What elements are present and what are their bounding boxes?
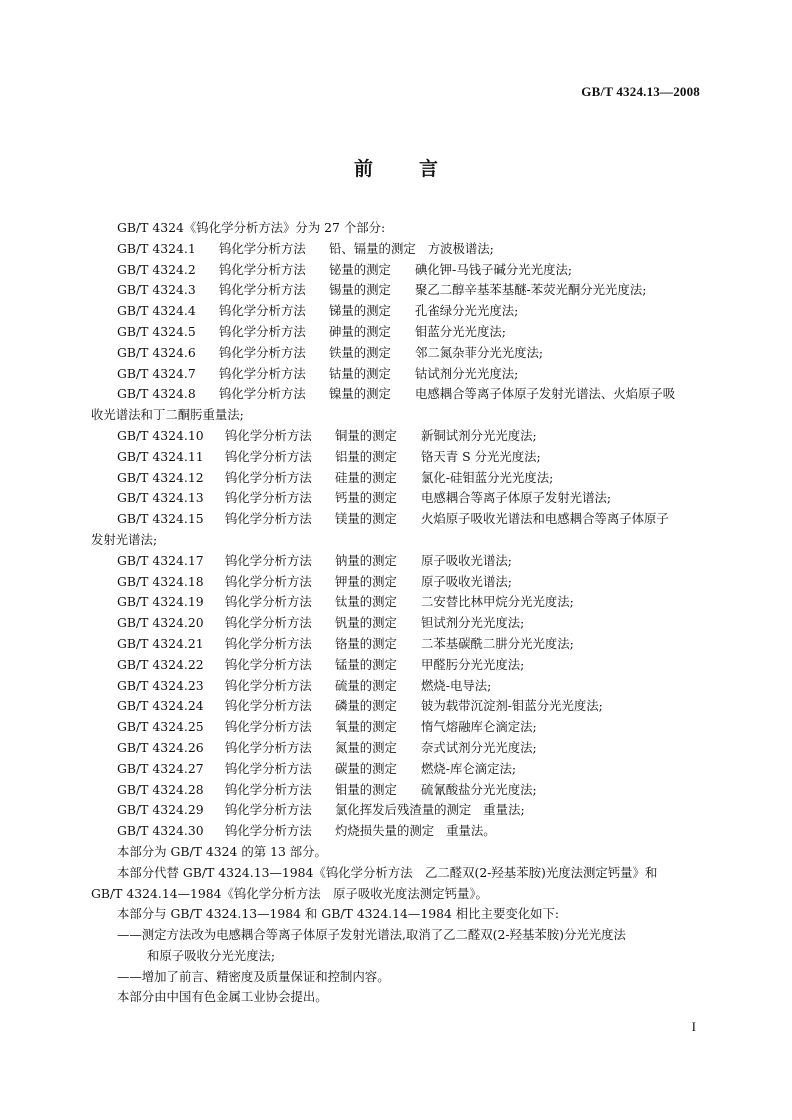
part-code: GB/T 4324.24 [117,698,204,714]
part-name: 钨化学分析方法 [225,739,312,755]
part-analyte: 钙量的测定 [335,490,397,506]
part-name: 钨化学分析方法 [225,698,312,714]
part-entry [91,322,705,343]
part-code: GB/T 4324.23 [117,677,204,693]
part-analyte: 磷量的测定 [335,698,397,714]
part-entry [91,468,705,489]
part-name: 钨化学分析方法 [225,427,312,443]
part-entry [91,364,705,385]
part-method: 方波极谱法; [427,240,494,256]
part-name: 钨化学分析方法 [219,282,306,298]
part-code: GB/T 4324.10 [117,427,204,443]
part-entry [91,696,705,717]
part-method: 铍为载带沉淀剂-钼蓝分光光度法; [421,698,603,714]
part-entry-continued: 收光谱法和丁二酮肟重量法; [91,407,244,423]
part-entry [91,551,705,572]
part-code: GB/T 4324.30 [117,823,204,839]
part-method: 铬天青 S 分光光度法; [421,448,541,464]
part-analyte: 钴量的测定 [329,365,391,381]
part-method: 重量法; [483,802,525,818]
part-method: 电感耦合等离子体原子发射光谱法、火焰原子吸 [415,386,676,402]
part-analyte: 铜量的测定 [335,427,397,443]
part-code: GB/T 4324.21 [117,635,204,651]
part-method: 钼蓝分光光度法; [415,323,506,339]
part-code: GB/T 4324.22 [117,656,204,672]
part-entry [91,613,705,634]
part-method: 重量法。 [446,823,496,839]
part-analyte: 钼量的测定 [335,781,397,797]
part-method: 火焰原子吸收光谱法和电感耦合等离子体原子 [421,511,669,527]
part-entry [91,800,705,821]
part-name: 钨化学分析方法 [225,490,312,506]
page-number: I [691,1019,696,1034]
part-name: 钨化学分析方法 [225,552,312,568]
part-entry [91,488,705,509]
part-entry [91,239,705,260]
part-method: 甲醛肟分光光度法; [421,656,525,672]
part-entry [91,780,705,801]
part-code: GB/T 4324.27 [117,760,204,776]
part-entry [91,634,705,655]
part-method: 聚乙二醇辛基苯基醚-苯荧光酮分光光度法; [415,282,647,298]
part-analyte: 砷量的测定 [329,323,391,339]
part-entry [91,759,705,780]
part-entry [91,509,705,530]
part-code: GB/T 4324.12 [117,469,204,485]
part-code: GB/T 4324.15 [117,511,204,527]
part-analyte: 锡量的测定 [329,282,391,298]
part-name: 钨化学分析方法 [225,635,312,651]
part-analyte: 氯化挥发后残渣量的测定 [335,802,472,818]
part-entry-continued: 发射光谱法; [91,531,158,547]
part-analyte: 锑量的测定 [329,303,391,319]
part-code: GB/T 4324.18 [117,573,204,589]
part-entry [91,301,705,322]
part-method: 钽试剂分光光度法; [421,615,525,631]
part-name: 钨化学分析方法 [225,511,312,527]
part-entry [91,280,705,301]
part-method: 硫氰酸盐分光光度法; [421,781,537,797]
part-entry [91,592,705,613]
part-method: 新铜试剂分光光度法; [421,427,537,443]
part-name: 钨化学分析方法 [225,719,312,735]
part-analyte: 灼烧损失量的测定 [335,823,435,839]
part-analyte: 铁量的测定 [329,344,391,360]
part-method: 邻二氮杂菲分光光度法; [415,344,544,360]
part-analyte: 铬量的测定 [335,635,397,651]
part-code: GB/T 4324.17 [117,552,204,568]
part-analyte: 铝量的测定 [335,448,397,464]
part-name: 钨化学分析方法 [219,344,306,360]
part-method: 碘化钾-马钱子碱分光光度法; [415,261,573,277]
part-name: 钨化学分析方法 [225,760,312,776]
part-method: 奈式试剂分光光度法; [421,739,537,755]
changes-intro: 本部分与 GB/T 4324.13—1984 和 GB/T 4324.14—1984 相比主要变化如下: [117,906,560,922]
part-name: 钨化学分析方法 [219,386,306,402]
part-code: GB/T 4324.4 [117,303,196,319]
part-code: GB/T 4324.19 [117,594,204,610]
part-analyte: 镁量的测定 [335,511,397,527]
parts-list [91,239,705,842]
part-code: GB/T 4324.11 [117,448,204,464]
part-entry [91,260,705,281]
part-name: 钨化学分析方法 [225,823,312,839]
part-name: 钨化学分析方法 [225,615,312,631]
replace-statement-line-2: GB/T 4324.14—1984《钨化学分析方法 原子吸收光度法测定钙量》。 [91,885,488,901]
foreword-body [91,218,705,1008]
part-code: GB/T 4324.20 [117,615,204,631]
page-title [0,154,792,181]
part-name: 钨化学分析方法 [225,656,312,672]
part-entry [91,426,705,447]
part-statement: 本部分为 GB/T 4324 的第 13 部分。 [117,843,327,859]
part-entry [91,447,705,468]
part-name: 钨化学分析方法 [225,573,312,589]
replace-statement-line-1: 本部分代替 GB/T 4324.13—1984《钨化学分析方法 乙二醛双(2-羟基苯胺)光度法测定钙量》和 [117,864,658,880]
part-method: 钴试剂分光光度法; [415,365,519,381]
part-analyte: 钠量的测定 [335,552,397,568]
part-method: 原子吸收光谱法; [421,573,512,589]
part-code: GB/T 4324.5 [117,323,196,339]
part-analyte: 硫量的测定 [335,677,397,693]
part-analyte: 硅量的测定 [335,469,397,485]
part-analyte: 钛量的测定 [335,594,397,610]
part-method: 二苯基碳酰二肼分光光度法; [421,635,574,651]
title-char-2: 言 [419,158,439,180]
part-method: 原子吸收光谱法; [421,552,512,568]
change-item-1: ——测定方法改为电感耦合等离子体原子发射光谱法,取消了乙二醛双(2-羟基苯胺)分光光度法 [117,927,626,943]
part-analyte: 氮量的测定 [335,739,397,755]
part-entry [91,676,705,697]
part-analyte: 铋量的测定 [329,261,391,277]
part-code: GB/T 4324.28 [117,781,204,797]
part-entry [91,384,705,405]
part-name: 钨化学分析方法 [219,261,306,277]
part-method: 电感耦合等离子体原子发射光谱法; [421,490,612,506]
part-analyte: 氧量的测定 [335,719,397,735]
part-analyte: 钒量的测定 [335,615,397,631]
part-name: 钨化学分析方法 [219,303,306,319]
part-entry [91,738,705,759]
part-method: 二安替比林甲烷分光光度法; [421,594,574,610]
part-method: 惰气熔融库仑滴定法; [421,719,537,735]
intro-paragraph: GB/T 4324《钨化学分析方法》分为 27 个部分: [117,220,386,235]
part-code: GB/T 4324.6 [117,344,196,360]
part-analyte: 锰量的测定 [335,656,397,672]
part-code: GB/T 4324.3 [117,282,196,298]
part-code: GB/T 4324.13 [117,490,204,506]
part-name: 钨化学分析方法 [219,240,306,256]
part-code: GB/T 4324.2 [117,261,196,277]
part-name: 钨化学分析方法 [225,802,312,818]
proposed-by-statement: 本部分由中国有色金属工业协会提出。 [117,989,328,1005]
part-analyte: 铅、镉量的测定 [329,240,416,256]
part-code: GB/T 4324.26 [117,739,204,755]
standard-number: GB/T 4324.13—2008 [581,84,700,99]
part-name: 钨化学分析方法 [225,677,312,693]
part-name: 钨化学分析方法 [225,594,312,610]
part-method: 燃烧-电导法; [421,677,492,693]
part-entry [91,821,705,842]
part-code: GB/T 4324.8 [117,386,196,402]
part-name: 钨化学分析方法 [219,323,306,339]
part-code: GB/T 4324.29 [117,802,204,818]
part-analyte: 碳量的测定 [335,760,397,776]
part-code: GB/T 4324.25 [117,719,204,735]
part-name: 钨化学分析方法 [219,365,306,381]
part-name: 钨化学分析方法 [225,448,312,464]
part-entry [91,343,705,364]
part-code: GB/T 4324.7 [117,365,196,381]
part-method: 燃烧-库仑滴定法; [421,760,517,776]
part-name: 钨化学分析方法 [225,781,312,797]
part-name: 钨化学分析方法 [225,469,312,485]
part-entry [91,655,705,676]
part-analyte: 镍量的测定 [329,386,391,402]
change-item-1-continued: 和原子吸收分光光度法; [147,947,276,963]
part-code: GB/T 4324.1 [117,240,196,256]
part-method: 孔雀绿分光光度法; [415,303,519,319]
part-entry [91,717,705,738]
part-method: 氯化-硅钼蓝分光光度法; [421,469,554,485]
change-item-2: ——增加了前言、精密度及质量保证和控制内容。 [117,968,390,984]
part-analyte: 钾量的测定 [335,573,397,589]
title-char-1: 前 [353,158,373,180]
part-entry [91,572,705,593]
